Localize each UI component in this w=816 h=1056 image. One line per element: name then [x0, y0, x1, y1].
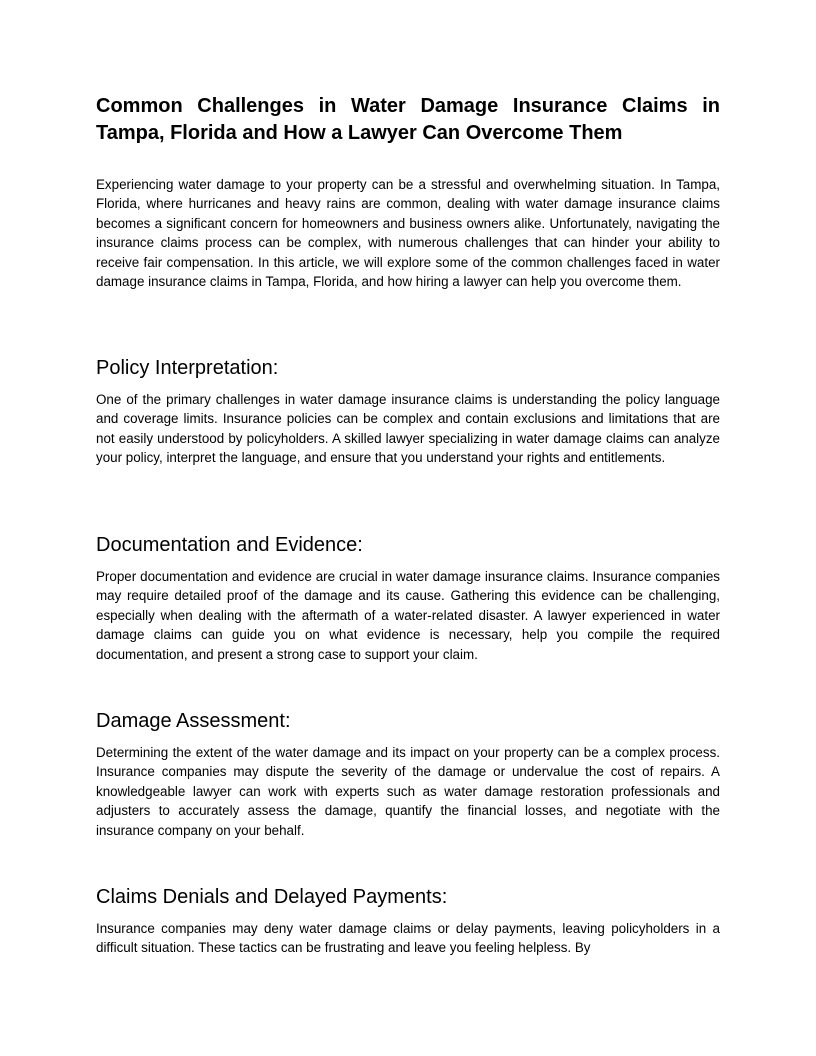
section-body-documentation-evidence: Proper documentation and evidence are crucial in water damage insurance claims. Insurance companies may require detailed proof of the damage and its cause. Gathering this evidence can be challenging, especially when dealing with the aftermath of a water-related disaster. A lawyer experienced in water damage claims can guide you on what evidence is necessary, help you compile the required documentation, and present a strong case to support your claim.: [96, 569, 720, 662]
section-heading-documentation-evidence: Documentation and Evidence:: [96, 534, 363, 556]
section-heading-policy-interpretation: Policy Interpretation:: [96, 357, 279, 379]
section-body-damage-assessment: Determining the extent of the water damage and its impact on your property can be a complex process. Insurance companies may dispute the severity of the damage or undervalue the cost of repairs. A knowledgeable lawyer can work with experts such as water damage restoration professionals and adjusters to accurately assess the damage, quantify the financial losses, and negotiate with the insurance company on your behalf.: [96, 745, 720, 838]
section-body-claims-denials: Insurance companies may deny water damage claims or delay payments, leaving policyholders in a difficult situation. These tactics can be frustrating and leave you feeling helpless. By: [96, 921, 720, 956]
section-heading-damage-assessment: Damage Assessment:: [96, 710, 291, 732]
document-title: Common Challenges in Water Damage Insurance Claims in Tampa, Florida and How a Lawyer Can Overcome Them: [96, 95, 720, 144]
section-heading-claims-denials: Claims Denials and Delayed Payments:: [96, 886, 448, 908]
intro-paragraph: Experiencing water damage to your property can be a stressful and overwhelming situation. In Tampa, Florida, where hurricanes and heavy rains are common, dealing with water damage insurance claims becomes a significant concern for homeowners and business owners alike. Unfortunately, navigating the insurance claims process can be complex, with numerous challenges that can hinder your ability to receive fair compensation. In this article, we will explore some of the common challenges faced in water damage insurance claims in Tampa, Florida, and how hiring a lawyer can help you overcome them.: [96, 177, 720, 290]
section-body-policy-interpretation: One of the primary challenges in water damage insurance claims is understanding the policy language and coverage limits. Insurance policies can be complex and contain exclusions and limitations that are not easily understood by policyholders. A skilled lawyer specializing in water damage claims can analyze your policy, interpret the language, and ensure that you understand your rights and entitlements.: [96, 392, 720, 466]
